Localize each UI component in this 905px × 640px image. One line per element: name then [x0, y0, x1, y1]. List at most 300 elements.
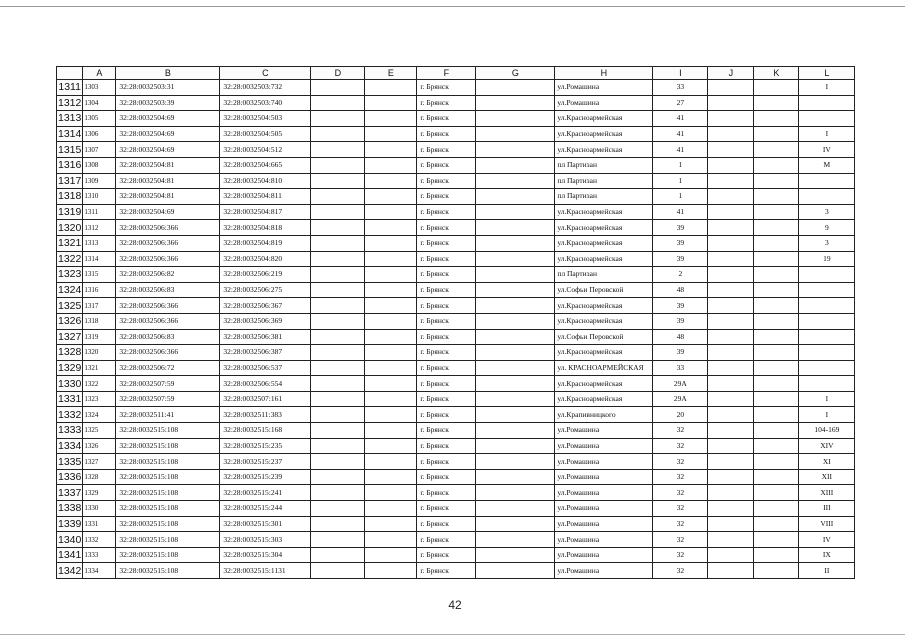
- cell-k: [754, 547, 799, 563]
- cell-e: [365, 157, 417, 173]
- cell-l: [799, 376, 855, 392]
- cell-i: 32: [653, 454, 708, 470]
- cell-j: [708, 391, 754, 407]
- cell-h: ул.Красноармейская: [555, 313, 653, 329]
- cell-c: 32:28:0032504:810: [220, 173, 311, 189]
- table-row: [57, 142, 855, 158]
- cell-b: 32:28:0032506:366: [116, 298, 220, 314]
- cell-k: [754, 251, 799, 267]
- table-row: [57, 220, 855, 236]
- row-number: 1326: [58, 315, 82, 328]
- cell-g: [476, 532, 555, 548]
- cell-g: [476, 251, 555, 267]
- cell-h: ул.Софьи Перовской: [555, 329, 653, 345]
- table-row: [57, 329, 855, 345]
- cell-g: [476, 235, 555, 251]
- cell-b: 32:28:0032515:108: [116, 516, 220, 532]
- cell-i: 39: [653, 313, 708, 329]
- cell-a: 1322: [83, 376, 116, 392]
- cell-d: [311, 282, 365, 298]
- cell-d: [311, 267, 365, 283]
- cell-d: [311, 547, 365, 563]
- cell-d: [311, 189, 365, 205]
- cell-a: 1305: [83, 111, 116, 127]
- cell-h: ул.Красноармейская: [555, 142, 653, 158]
- row-number: 1334: [58, 439, 82, 452]
- cell-d: [311, 438, 365, 454]
- cell-c: 32:28:0032506:387: [220, 345, 311, 361]
- cell-a: 1321: [83, 360, 116, 376]
- cell-a: 1309: [83, 173, 116, 189]
- cell-e: [365, 360, 417, 376]
- table-row: [57, 532, 855, 548]
- cell-h: ул.Ромашина: [555, 469, 653, 485]
- cell-b: 32:28:0032506:366: [116, 251, 220, 267]
- cell-h: ул.Красноармейская: [555, 251, 653, 267]
- table-row: [57, 80, 855, 96]
- cell-b: 32:28:0032504:69: [116, 204, 220, 220]
- cell-l: [799, 173, 855, 189]
- cell-j: [708, 360, 754, 376]
- cell-h: ул.Ромашина: [555, 454, 653, 470]
- cell-l: 3: [799, 235, 855, 251]
- column-header-k: K: [754, 67, 799, 80]
- cell-l: IV: [799, 142, 855, 158]
- cell-i: 41: [653, 126, 708, 142]
- cell-b: 32:28:0032506:366: [116, 220, 220, 236]
- table-row: [57, 360, 855, 376]
- cell-d: [311, 142, 365, 158]
- cell-b: 32:28:0032515:108: [116, 438, 220, 454]
- cell-l: VIII: [799, 516, 855, 532]
- row-number: 1328: [58, 346, 82, 359]
- cell-a: 1334: [83, 563, 116, 579]
- cell-h: ул.Красноармейская: [555, 391, 653, 407]
- table-row: [57, 376, 855, 392]
- cell-f: г. Брянск: [417, 157, 476, 173]
- cell-d: [311, 391, 365, 407]
- table-row: [57, 563, 855, 579]
- cell-f: г. Брянск: [417, 438, 476, 454]
- cell-j: [708, 454, 754, 470]
- cell-h: ул.Софьи Перовской: [555, 282, 653, 298]
- cell-c: 32:28:0032506:537: [220, 360, 311, 376]
- cell-i: 39: [653, 345, 708, 361]
- cell-h: ул.Ромашина: [555, 438, 653, 454]
- cell-e: [365, 376, 417, 392]
- table-row: [57, 407, 855, 423]
- cell-d: [311, 220, 365, 236]
- cell-a: 1312: [83, 220, 116, 236]
- cell-j: [708, 532, 754, 548]
- cell-j: [708, 204, 754, 220]
- cell-e: [365, 189, 417, 205]
- cell-d: [311, 454, 365, 470]
- cell-g: [476, 376, 555, 392]
- row-number: 1327: [58, 330, 82, 343]
- cell-l: [799, 329, 855, 345]
- cell-a: 1328: [83, 469, 116, 485]
- cell-c: 32:28:0032504:817: [220, 204, 311, 220]
- column-header-f: F: [417, 67, 476, 80]
- cell-b: 32:28:0032507:59: [116, 376, 220, 392]
- cell-j: [708, 376, 754, 392]
- cell-h: ул.Ромашина: [555, 501, 653, 517]
- cell-e: [365, 485, 417, 501]
- cell-c: 32:28:0032503:732: [220, 80, 311, 96]
- cell-l: XI: [799, 454, 855, 470]
- cell-i: 48: [653, 282, 708, 298]
- cell-b: 32:28:0032515:108: [116, 547, 220, 563]
- cell-d: [311, 563, 365, 579]
- cell-i: 1: [653, 173, 708, 189]
- cell-d: [311, 485, 365, 501]
- cell-c: 32:28:0032515:303: [220, 532, 311, 548]
- cell-e: [365, 298, 417, 314]
- cell-h: пл Партизан: [555, 267, 653, 283]
- cell-g: [476, 563, 555, 579]
- cell-j: [708, 282, 754, 298]
- cell-k: [754, 438, 799, 454]
- cell-f: г. Брянск: [417, 126, 476, 142]
- cell-d: [311, 360, 365, 376]
- cell-l: I: [799, 391, 855, 407]
- cell-k: [754, 204, 799, 220]
- cell-k: [754, 157, 799, 173]
- cell-l: I: [799, 407, 855, 423]
- cell-c: 32:28:0032504:819: [220, 235, 311, 251]
- cell-i: 29А: [653, 391, 708, 407]
- cell-l: 19: [799, 251, 855, 267]
- top-divider: [0, 6, 905, 7]
- cell-a: 1330: [83, 501, 116, 517]
- cell-i: 39: [653, 251, 708, 267]
- cell-j: [708, 298, 754, 314]
- data-table: [56, 66, 855, 579]
- cell-b: 32:28:0032503:39: [116, 95, 220, 111]
- cell-d: [311, 157, 365, 173]
- table-row: [57, 423, 855, 439]
- cell-k: [754, 298, 799, 314]
- cell-l: XII: [799, 469, 855, 485]
- cell-g: [476, 391, 555, 407]
- cell-k: [754, 80, 799, 96]
- cell-i: 27: [653, 95, 708, 111]
- cell-b: 32:28:0032504:81: [116, 157, 220, 173]
- cell-k: [754, 267, 799, 283]
- cell-f: г. Брянск: [417, 485, 476, 501]
- cell-j: [708, 469, 754, 485]
- cell-i: 33: [653, 80, 708, 96]
- cell-e: [365, 345, 417, 361]
- cell-i: 32: [653, 469, 708, 485]
- cell-i: 32: [653, 423, 708, 439]
- cell-a: 1332: [83, 532, 116, 548]
- column-header-l: L: [799, 67, 855, 80]
- cell-h: ул.Ромашина: [555, 95, 653, 111]
- cell-a: 1320: [83, 345, 116, 361]
- cell-c: 32:28:0032506:369: [220, 313, 311, 329]
- cell-g: [476, 501, 555, 517]
- cell-e: [365, 516, 417, 532]
- cell-a: 1318: [83, 313, 116, 329]
- cell-i: 1: [653, 157, 708, 173]
- cell-d: [311, 235, 365, 251]
- cell-e: [365, 469, 417, 485]
- cell-c: 32:28:0032515:239: [220, 469, 311, 485]
- cell-c: 32:28:0032503:740: [220, 95, 311, 111]
- cell-e: [365, 423, 417, 439]
- cell-k: [754, 469, 799, 485]
- column-header-a: A: [83, 67, 116, 80]
- cell-e: [365, 391, 417, 407]
- cell-d: [311, 313, 365, 329]
- cell-j: [708, 345, 754, 361]
- table-row: [57, 391, 855, 407]
- page-number: 42: [448, 598, 462, 612]
- cell-j: [708, 423, 754, 439]
- row-number: 1324: [58, 284, 82, 297]
- cell-k: [754, 235, 799, 251]
- cell-e: [365, 80, 417, 96]
- cell-c: 32:28:0032515:301: [220, 516, 311, 532]
- cell-a: 1304: [83, 95, 116, 111]
- cell-f: г. Брянск: [417, 189, 476, 205]
- row-number: 1322: [58, 252, 82, 265]
- cell-h: ул.Ромашина: [555, 532, 653, 548]
- cell-c: 32:28:0032515:235: [220, 438, 311, 454]
- cell-d: [311, 298, 365, 314]
- cell-l: IV: [799, 532, 855, 548]
- cell-c: 32:28:0032504:512: [220, 142, 311, 158]
- cell-d: [311, 173, 365, 189]
- cell-j: [708, 157, 754, 173]
- cell-a: 1307: [83, 142, 116, 158]
- row-number: 1313: [58, 112, 82, 125]
- cell-g: [476, 298, 555, 314]
- cell-l: 3: [799, 204, 855, 220]
- cell-g: [476, 157, 555, 173]
- cell-a: 1317: [83, 298, 116, 314]
- cell-f: г. Брянск: [417, 532, 476, 548]
- row-number: 1336: [58, 471, 82, 484]
- cell-k: [754, 345, 799, 361]
- cell-l: 9: [799, 220, 855, 236]
- row-number: 1321: [58, 237, 82, 250]
- cell-c: 32:28:0032515:244: [220, 501, 311, 517]
- cell-f: г. Брянск: [417, 391, 476, 407]
- cell-f: г. Брянск: [417, 220, 476, 236]
- cell-j: [708, 267, 754, 283]
- cell-j: [708, 126, 754, 142]
- cell-f: г. Брянск: [417, 407, 476, 423]
- corner-cell: [57, 67, 83, 80]
- cell-l: [799, 360, 855, 376]
- cell-d: [311, 501, 365, 517]
- cell-a: 1319: [83, 329, 116, 345]
- cell-l: I: [799, 126, 855, 142]
- cell-i: 41: [653, 204, 708, 220]
- cell-i: 32: [653, 563, 708, 579]
- cell-h: ул.Ромашина: [555, 516, 653, 532]
- cell-c: 32:28:0032504:811: [220, 189, 311, 205]
- cell-a: 1313: [83, 235, 116, 251]
- cell-b: 32:28:0032504:81: [116, 173, 220, 189]
- cell-j: [708, 189, 754, 205]
- cell-a: 1308: [83, 157, 116, 173]
- row-number: 1342: [58, 564, 82, 577]
- cell-j: [708, 547, 754, 563]
- cell-d: [311, 469, 365, 485]
- cell-e: [365, 95, 417, 111]
- cell-e: [365, 282, 417, 298]
- cell-a: 1315: [83, 267, 116, 283]
- cell-e: [365, 547, 417, 563]
- cell-j: [708, 516, 754, 532]
- cell-c: 32:28:0032506:367: [220, 298, 311, 314]
- cell-g: [476, 220, 555, 236]
- cell-d: [311, 95, 365, 111]
- cell-d: [311, 516, 365, 532]
- cell-i: 32: [653, 501, 708, 517]
- cell-k: [754, 391, 799, 407]
- row-number: 1315: [58, 143, 82, 156]
- cell-i: 29А: [653, 376, 708, 392]
- cell-g: [476, 126, 555, 142]
- cell-c: 32:28:0032515:168: [220, 423, 311, 439]
- cell-g: [476, 547, 555, 563]
- cell-a: 1329: [83, 485, 116, 501]
- column-header-g: G: [476, 67, 555, 80]
- cell-j: [708, 329, 754, 345]
- cell-j: [708, 111, 754, 127]
- cell-a: 1306: [83, 126, 116, 142]
- cell-i: 32: [653, 438, 708, 454]
- cell-h: ул.Крапивницкого: [555, 407, 653, 423]
- cell-c: 32:28:0032506:381: [220, 329, 311, 345]
- row-number: 1323: [58, 268, 82, 281]
- cell-a: 1310: [83, 189, 116, 205]
- cell-k: [754, 95, 799, 111]
- cell-f: г. Брянск: [417, 142, 476, 158]
- table-row: [57, 189, 855, 205]
- cell-d: [311, 204, 365, 220]
- row-number: 1341: [58, 549, 82, 562]
- cell-k: [754, 313, 799, 329]
- cell-f: г. Брянск: [417, 345, 476, 361]
- cell-d: [311, 80, 365, 96]
- cell-c: 32:28:0032507:161: [220, 391, 311, 407]
- cell-f: г. Брянск: [417, 251, 476, 267]
- cell-d: [311, 532, 365, 548]
- table-row: [57, 485, 855, 501]
- cell-k: [754, 220, 799, 236]
- cell-b: 32:28:0032503:31: [116, 80, 220, 96]
- cell-i: 39: [653, 220, 708, 236]
- cell-a: 1331: [83, 516, 116, 532]
- cell-i: 48: [653, 329, 708, 345]
- cell-f: г. Брянск: [417, 454, 476, 470]
- table-row: [57, 345, 855, 361]
- table-row: [57, 157, 855, 173]
- cell-i: 32: [653, 532, 708, 548]
- cell-j: [708, 220, 754, 236]
- column-header-row: [57, 67, 855, 80]
- cell-h: ул.Красноармейская: [555, 235, 653, 251]
- cell-b: 32:28:0032504:81: [116, 189, 220, 205]
- cell-k: [754, 454, 799, 470]
- cell-b: 32:28:0032506:366: [116, 313, 220, 329]
- table-row: [57, 251, 855, 267]
- table-row: [57, 469, 855, 485]
- cell-h: ул.Ромашина: [555, 547, 653, 563]
- cell-g: [476, 173, 555, 189]
- cell-e: [365, 173, 417, 189]
- cell-g: [476, 267, 555, 283]
- cell-f: г. Брянск: [417, 173, 476, 189]
- row-number: 1311: [58, 81, 81, 94]
- cell-e: [365, 454, 417, 470]
- cell-a: 1333: [83, 547, 116, 563]
- cell-i: 33: [653, 360, 708, 376]
- cell-k: [754, 532, 799, 548]
- cell-g: [476, 189, 555, 205]
- row-number: 1329: [58, 361, 82, 374]
- cell-c: 32:28:0032511:383: [220, 407, 311, 423]
- cell-b: 32:28:0032515:108: [116, 532, 220, 548]
- cell-i: 32: [653, 485, 708, 501]
- cell-f: г. Брянск: [417, 95, 476, 111]
- cell-f: г. Брянск: [417, 423, 476, 439]
- table-body: [57, 80, 855, 579]
- cell-f: г. Брянск: [417, 329, 476, 345]
- cell-a: 1325: [83, 423, 116, 439]
- cell-d: [311, 111, 365, 127]
- cell-e: [365, 501, 417, 517]
- row-number: 1314: [58, 128, 82, 141]
- cell-j: [708, 142, 754, 158]
- row-number: 1339: [58, 517, 82, 530]
- table-row: [57, 516, 855, 532]
- cell-l: [799, 189, 855, 205]
- cell-d: [311, 407, 365, 423]
- cell-d: [311, 329, 365, 345]
- cell-e: [365, 251, 417, 267]
- cell-i: 2: [653, 267, 708, 283]
- cell-h: ул.Ромашина: [555, 80, 653, 96]
- cell-i: 32: [653, 547, 708, 563]
- column-header-d: D: [311, 67, 365, 80]
- cell-k: [754, 282, 799, 298]
- cell-k: [754, 142, 799, 158]
- cell-f: г. Брянск: [417, 235, 476, 251]
- cell-h: ул.Красноармейская: [555, 376, 653, 392]
- cell-c: 32:28:0032504:505: [220, 126, 311, 142]
- cell-e: [365, 142, 417, 158]
- cell-g: [476, 485, 555, 501]
- cell-g: [476, 516, 555, 532]
- column-header-i: I: [653, 67, 708, 80]
- cell-j: [708, 313, 754, 329]
- cell-h: ул.Красноармейская: [555, 111, 653, 127]
- cell-l: II: [799, 563, 855, 579]
- cell-h: ул.Ромашина: [555, 563, 653, 579]
- cell-h: ул.Красноармейская: [555, 220, 653, 236]
- cell-k: [754, 329, 799, 345]
- cell-l: [799, 345, 855, 361]
- table-row: [57, 95, 855, 111]
- cell-b: 32:28:0032511:41: [116, 407, 220, 423]
